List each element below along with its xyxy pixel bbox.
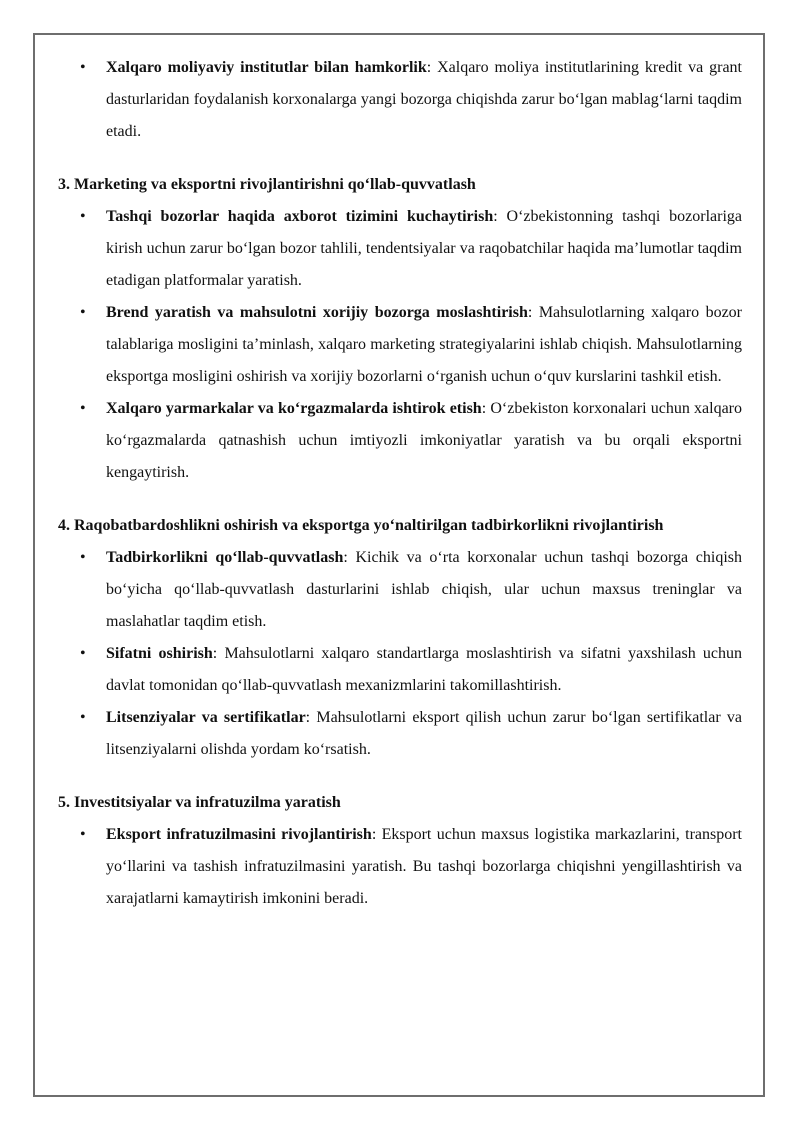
item-text: : O‘zbekistonning tashqi bozorlariga kirish uchun zarur bo‘lgan bozor tahlili, tendentsiyalar va raqobatchilar haqida ma’lumotlar taqdim etadigan platformalar yaratish.: [106, 208, 742, 289]
item-text: : Mahsulotlarning xalqaro bozor talablariga mosligini ta’minlash, xalqaro marketing strategiyalarini ishlab chiqish. Mahsulotlarning eksportga mosligini oshirish va xorijiy bozorlarni o‘rganish uchun o‘quv kurslarini tashkil etish.: [106, 304, 743, 385]
list-item: [58, 702, 742, 766]
list-item: [58, 393, 742, 489]
bullet-icon: •: [80, 709, 86, 726]
list-item: [58, 542, 742, 638]
item-title: Tashqi bozorlar haqida axborot tizimini kuchaytirish: [106, 208, 494, 225]
bullet-icon: •: [80, 549, 86, 566]
item-text: : Xalqaro moliya institutlarining kredit va grant dasturlaridan foydalanish korxonalarga yangi bozorga chiqishda zarur bo‘lgan mablag‘larni taqdim etadi.: [106, 59, 742, 140]
bullet-icon: •: [80, 208, 86, 225]
item-text: : O‘zbekiston korxonalari uchun xalqaro ko‘rgazmalarda qatnashish uchun imtiyozli imkoniyatlar yaratish va bu orqali eksportni kengaytirish.: [106, 400, 743, 481]
bullet-list: [58, 542, 742, 766]
item-title: Tadbirkorlikni qo‘llab-quvvatlash: [106, 549, 344, 566]
section-heading: 5. Investitsiyalar va infratuzilma yaratish: [58, 794, 341, 811]
list-item: [58, 638, 742, 702]
bullet-icon: •: [80, 59, 86, 76]
item-title: Sifatni oshirish: [106, 645, 213, 662]
list-item: [58, 819, 742, 915]
item-title: Litsenziyalar va sertifikatlar: [106, 709, 306, 726]
item-text: : Kichik va o‘rta korxonalar uchun tashqi bozorga chiqish bo‘yicha qo‘llab-quvvatlash dasturlarini ishlab chiqish, ular uchun maxsus treninglar va maslahatlar taqdim etish.: [106, 549, 742, 630]
bullet-icon: •: [80, 304, 86, 321]
bullet-list: [58, 201, 742, 489]
section-heading: 4. Raqobatbardoshlikni oshirish va eksportga yo‘naltirilgan tadbirkorlikni rivojlantirish: [58, 517, 664, 534]
list-item: [58, 297, 742, 393]
item-title: Eksport infratuzilmasini rivojlantirish: [106, 826, 372, 843]
item-text: : Mahsulotlarni xalqaro standartlarga moslashtirish va sifatni yaxshilash uchun davlat tomonidan qo‘llab-quvvatlash mexanizmlarini takomillashtirish.: [106, 645, 742, 694]
item-text: : Eksport uchun maxsus logistika markazlarini, transport yo‘llarini va tashish infratuzilmasini yaratish. Bu tashqi bozorlarga chiqishni yengillashtirish va xarajatlarni kamaytirish imkonini beradi.: [106, 826, 742, 907]
bullet-icon: •: [80, 645, 86, 662]
list-item: [58, 201, 742, 297]
list-item: [58, 52, 742, 148]
item-text: : Mahsulotlarni eksport qilish uchun zarur bo‘lgan sertifikatlar va litsenziyalarni olishda yordam ko‘rsatish.: [106, 709, 742, 758]
item-title: Xalqaro yarmarkalar va ko‘rgazmalarda ishtirok etish: [106, 400, 482, 417]
bullet-icon: •: [80, 400, 86, 417]
bullet-icon: •: [80, 826, 86, 843]
bullet-list: [58, 819, 742, 915]
item-title: Brend yaratish va mahsulotni xorijiy bozorga moslashtirish: [106, 304, 528, 321]
section-heading: 3. Marketing va eksportni rivojlantirishni qo‘llab-quvvatlash: [58, 176, 476, 193]
document-body: [58, 52, 742, 915]
item-title: Xalqaro moliyaviy institutlar bilan hamkorlik: [106, 59, 427, 76]
bullet-list: [58, 52, 742, 148]
